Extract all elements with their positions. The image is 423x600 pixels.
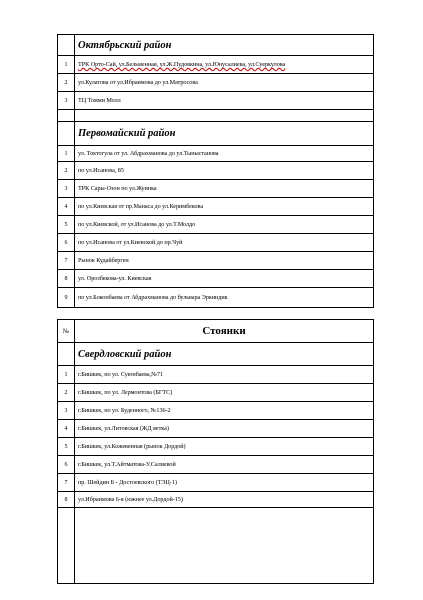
empty-cell (58, 508, 75, 584)
number-header: № (58, 320, 75, 343)
row-text: ул.Кулатова от ул.Ибраимова до ул.Матросова (75, 74, 374, 92)
row-number: 5 (58, 216, 75, 234)
parking-table (57, 319, 374, 584)
row-number: 4 (58, 198, 75, 216)
row-number: 5 (58, 438, 75, 456)
table-title: Стоянки (75, 320, 374, 343)
empty-cell (58, 122, 75, 146)
empty-cell (58, 35, 75, 56)
row-text: ТЦ Томми Молл (75, 92, 374, 110)
row-text: г.Бишкек, по ул. Суюнбаева,№71 (75, 366, 374, 384)
empty-cell (58, 343, 75, 366)
district-table (57, 34, 374, 308)
row-number: 3 (58, 180, 75, 198)
row-number: 7 (58, 474, 75, 492)
row-number: 4 (58, 420, 75, 438)
district-title: Свердловский район (75, 343, 374, 366)
row-text: ул. Токтогула от ул. Абдрахманова до ул.Тыныстанова (75, 146, 374, 162)
row-text: ул.Ибраимова 6-я (южнее ул.Дордой-15) (75, 492, 374, 508)
row-number: 2 (58, 74, 75, 92)
row-number: 3 (58, 402, 75, 420)
row-text: г.Бишкек, ул.Кожевенная (рынок Дордой) (75, 438, 374, 456)
row-number: 1 (58, 146, 75, 162)
row-text: Рынок Кудайберген (75, 252, 374, 270)
row-text: пр. Шейдин Б - Достоевского (ТЭЦ-1) (75, 474, 374, 492)
row-number: 1 (58, 56, 75, 74)
row-number: 3 (58, 92, 75, 110)
row-text: по ул.Боконбаева от Абдрахманова до бульвара Эркиндик (75, 288, 374, 308)
row-number: 8 (58, 270, 75, 288)
district-title: Октябрьский район (75, 35, 374, 56)
row-text: по ул.Киевской, от ул.Исанова до ул.Т.Молдо (75, 216, 374, 234)
row-text: по ул.Исанова, 85 (75, 162, 374, 180)
row-text: ТРК Орто-Сай, ул.Бельменная, ул.Ж.Пудовкина, ул.Юнусалиева, ул.Суеркулова (75, 56, 374, 74)
row-number (58, 110, 75, 122)
row-text: ул. Орозбекова-ул. Киевская (75, 270, 374, 288)
row-text: г.Бишкек, по ул. Буденного, №136-2 (75, 402, 374, 420)
row-number: 2 (58, 384, 75, 402)
row-text: ТРК Сары-Озон по ул.Жуинка (75, 180, 374, 198)
row-number: 2 (58, 162, 75, 180)
row-text (75, 110, 374, 122)
row-text: по ул.Киевская от пр.Манаса до ул.Керимбекова (75, 198, 374, 216)
row-number: 1 (58, 366, 75, 384)
row-text: г.Бишкек, ул.Т.Айтматова-У.Салиевой (75, 456, 374, 474)
district-title: Первомайский район (75, 122, 374, 146)
row-text: г.Бишкек, ул.Литовская (ЖД ветка) (75, 420, 374, 438)
row-text: г.Бишкек, по ул. Лермонтова (БГТС) (75, 384, 374, 402)
empty-cell (75, 508, 374, 584)
row-number: 7 (58, 252, 75, 270)
row-number: 9 (58, 288, 75, 308)
row-number: 6 (58, 234, 75, 252)
row-text: по ул.Исанова от ул.Киевской до пр.Чуй (75, 234, 374, 252)
row-number: 8 (58, 492, 75, 508)
row-number: 6 (58, 456, 75, 474)
